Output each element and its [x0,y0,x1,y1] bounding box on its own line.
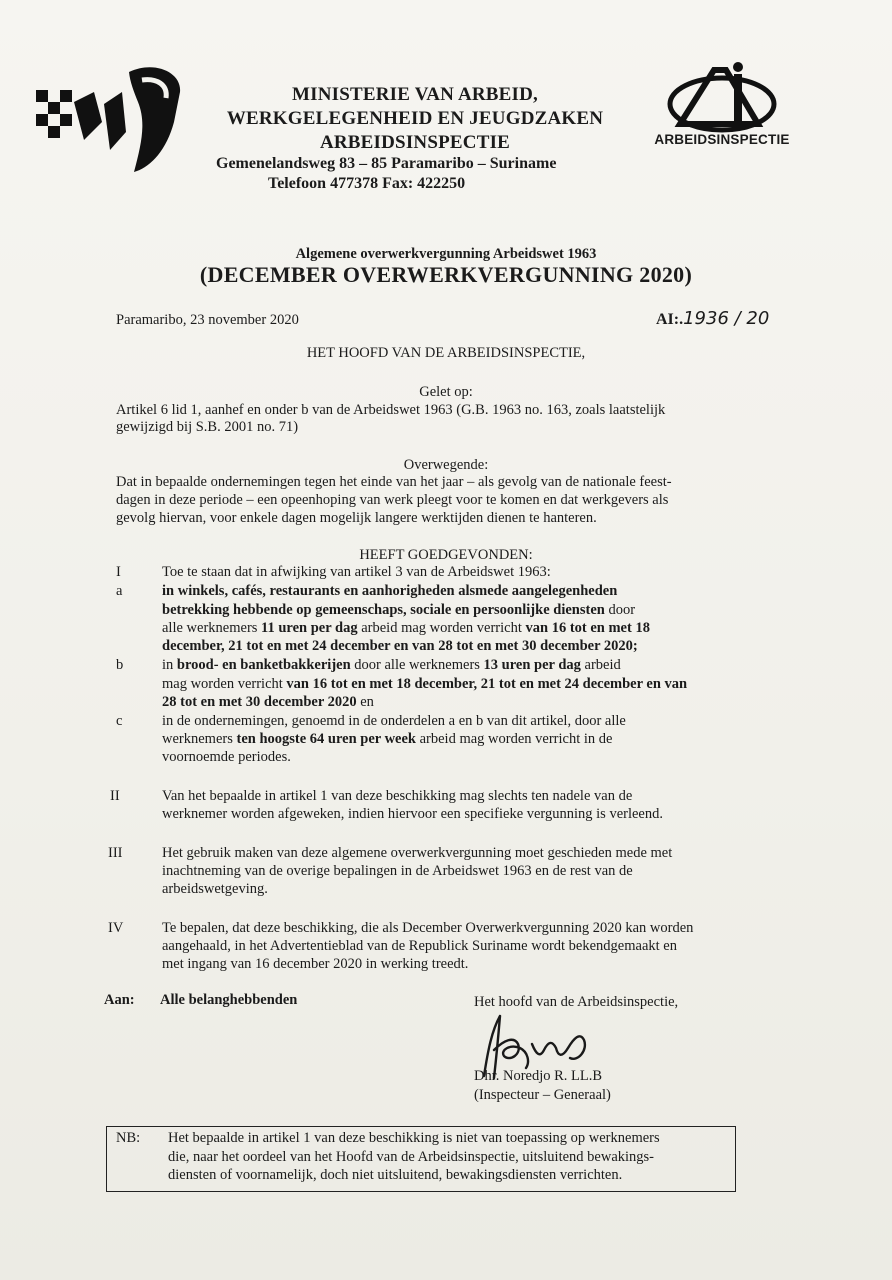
article-a-line3-hours: 11 uren per dag [261,620,358,636]
article-b-line2-part1: mag worden verricht [162,676,287,692]
article-IV-line3: met ingang van 16 december 2020 in werking treedt. [162,956,469,972]
article-III-line2: inachtneming van de overige bepalingen in de Arbeidswet 1963 en de rest van de [162,863,633,879]
heeft-goedgevonden-heading: HEEFT GOEDGEVONDEN: [359,547,533,563]
article-IV-line1: Te bepalen, dat deze beschikking, die als December Overwerkvergunning 2020 kan worden [162,920,694,936]
signer-title: Het hoofd van de Arbeidsinspectie, [474,994,679,1010]
article-b-line1-part3: door alle werknemers [350,657,484,673]
note-line1: Het bepaalde in artikel 1 van deze beschikking is niet van toepassing op werknemers [168,1130,660,1146]
article-a-line2-bold: betrekking hebbende op gemeenschaps, sociale en persoonlijke diensten [162,602,605,618]
ministry-address: Gemenelandsweg 83 – 85 Paramaribo – Suriname [216,155,557,172]
note-label: NB: [116,1130,141,1146]
addressee-label: Aan: [104,992,135,1008]
note-line2: die, naar het oordeel van het Hoofd van de Arbeidsinspectie, uitsluitend bewakings- [168,1149,655,1165]
article-c-line2-hours: ten hoogste 64 uren per week [236,731,416,747]
document-subtitle: Algemene overwerkvergunning Arbeidswet 1963 [295,246,597,262]
signer-name: Dhr. Noredjo R. LL.B [474,1068,603,1084]
article-b-line3-dates: 28 tot en met 30 december 2020 [162,694,357,710]
article-b-line2-dates: van 16 tot en met 18 december, 21 tot en met 24 december en van [286,676,688,692]
place-date: Paramaribo, 23 november 2020 [116,312,299,328]
ministry-phone: Telefoon 477378 Fax: 422250 [268,175,466,192]
signer-role: (Inspecteur – Generaal) [474,1087,611,1103]
article-II-line1: Van het bepaalde in artikel 1 van deze beschikking mag slechts ten nadele van de [162,788,633,804]
article-IV-number: IV [108,920,124,936]
ministry-name-line2: WERKGELEGENHEID EN JEUGDZAKEN [226,108,604,129]
article-b-line1-part5: arbeid [580,657,621,673]
document-title: (DECEMBER OVERWERKVERGUNNING 2020) [199,262,693,287]
article-b-line2 [162,676,687,693]
reference-handwritten: 1936 / 20 [683,308,770,329]
note-line3: diensten of voornamelijk, doch niet uitsluitend, bewakingsdiensten verrichten. [168,1167,623,1183]
ministry-logo-icon [34,62,184,174]
article-I-number: I [116,564,121,580]
article-b-line1-part1: in [162,657,177,673]
article-b-line1 [162,657,621,674]
article-b-line1-hours: 13 uren per dag [483,657,581,673]
article-c-line1: in de ondernemingen, genoemd in de onderdelen a en b van dit artikel, door alle [162,713,626,729]
article-III-line3: arbeidswetgeving. [162,881,268,897]
issuer-heading: HET HOOFD VAN DE ARBEIDSINSPECTIE, [306,345,586,361]
article-c-letter: c [116,713,123,729]
reference-number [656,308,769,329]
article-a-line3-part3: arbeid mag worden verricht [357,620,526,636]
gelet-line1: Artikel 6 lid 1, aanhef en onder b van de Arbeidswet 1963 (G.B. 1963 no. 163, zoals laatstelijk [116,402,666,418]
article-b-line3-rest: en [356,694,374,710]
article-a-line2-rest: door [604,602,636,618]
gelet-line2: gewijzigd bij S.B. 2001 no. 71) [116,419,299,435]
article-I-text: Toe te staan dat in afwijking van artikel 3 van de Arbeidswet 1963: [162,564,551,580]
addressee-value: Alle belanghebbenden [160,992,298,1008]
article-b-letter: b [116,657,124,673]
article-a-line3-dates: van 16 tot en met 18 [525,620,650,636]
article-c-line2-part1: werknemers [162,731,237,747]
article-II-line2: werknemer worden afgeweken, indien hiervoor een specifieke vergunning is verleend. [162,806,663,822]
article-c-line2 [162,731,612,748]
reference-label: AI:. [656,311,684,328]
logo-caption: ARBEIDSINSPECTIE [654,132,790,147]
article-III-number: III [108,845,123,861]
overwegende-line2: dagen in deze periode – een opeenhoping van werk pleegt voor te komen en dat werkgevers als [116,492,669,508]
article-a-line2 [162,602,635,619]
article-c-line3: voornoemde periodes. [162,749,291,765]
overwegende-line1: Dat in bepaalde ondernemingen tegen het einde van het jaar – als gevolg van de nationale feest- [116,474,672,490]
article-a-line1: in winkels, cafés, restaurants en aanhorigheden alsmede aangelegenheden [162,583,618,599]
article-a-line3-part1: alle werknemers [162,620,262,636]
gelet-heading: Gelet op: [419,384,473,400]
overwegende-line3: gevolg hiervan, voor enkele dagen mogelijk langere werktijden dienen te hanteren. [116,510,597,526]
article-a-letter: a [116,583,123,599]
article-IV-line2: aangehaald, in het Advertentieblad van de Republick Suriname wordt bekendgemaakt en [162,938,677,954]
article-b-line3 [162,694,374,711]
article-II-number: II [110,788,120,804]
ministry-name-line1: MINISTERIE VAN ARBEID, [291,84,539,105]
ministry-name-line3: ARBEIDSINSPECTIE [319,132,511,153]
article-b-line1-bakeries: brood- en banketbakkerijen [176,657,351,673]
article-a-line4: december, 21 tot en met 24 december en van 28 tot en met 30 december 2020; [162,638,638,654]
overwegende-heading: Overwegende: [403,457,489,473]
article-c-line2-part3: arbeid mag worden verricht in de [415,731,613,747]
article-a-line3 [162,620,650,637]
article-III-line1: Het gebruik maken van deze algemene overwerkvergunning moet geschieden mede met [162,845,673,861]
